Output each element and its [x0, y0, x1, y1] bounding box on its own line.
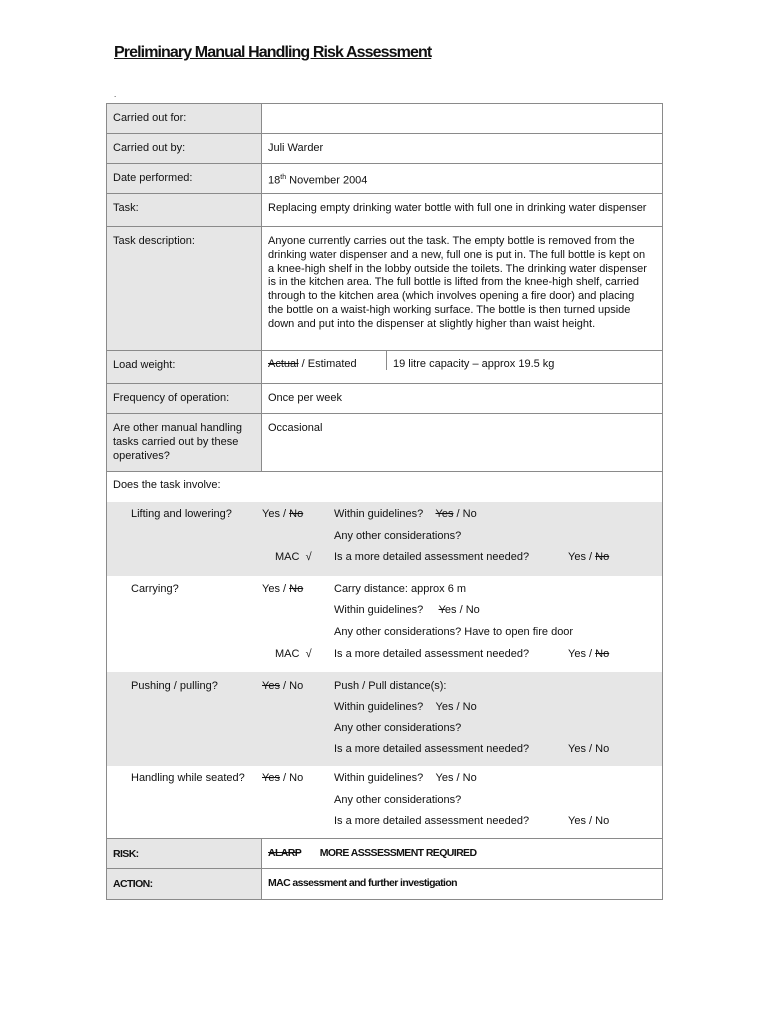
value-action: MAC assessment and further investigation [262, 869, 663, 900]
date-suffix: th [280, 174, 287, 181]
value-carried-by: Juli Warder [262, 134, 663, 164]
carrying-within [334, 604, 480, 616]
label-other-tasks: Are other manual handling tasks carried out by these operatives? [107, 414, 262, 472]
seated-detailed: Is a more detailed assessment needed? [334, 815, 530, 827]
pushing-other: Any other considerations? [334, 722, 462, 734]
pushing-within-slash: / [453, 701, 463, 713]
pushing-within [334, 701, 477, 713]
stray-mark: . [114, 90, 117, 99]
lifting-detailed-yes: Yes [568, 551, 586, 563]
carrying-label: Carrying? [131, 583, 179, 595]
lifting-other: Any other considerations? [334, 530, 462, 542]
row-date [107, 164, 663, 194]
pushing-within-no: No [462, 701, 477, 713]
seated-yes-no [262, 772, 303, 784]
estimated-label: / Estimated [298, 358, 357, 370]
lifting-within [334, 508, 477, 520]
lifting-mac [275, 551, 312, 563]
seated-detailed-yes: Yes [568, 815, 586, 827]
lifting-within-slash: / [453, 508, 463, 520]
label-carried-for: Carried out for: [107, 104, 262, 134]
seated-detailed-answer [568, 815, 609, 827]
carrying-within-es: es [444, 604, 457, 616]
lifting-label: Lifting and lowering? [131, 508, 232, 520]
seated-within-slash: / [453, 772, 463, 784]
pushing-detailed-slash: / [585, 743, 596, 755]
load-weight-type [262, 351, 387, 370]
carrying-mac [275, 648, 312, 660]
load-weight-value: 19 litre capacity – approx 19.5 kg [393, 358, 555, 370]
pushing-detailed: Is a more detailed assessment needed? [334, 743, 530, 755]
lifting-detailed-no-struck: No [595, 551, 610, 563]
lifting-slash: / [279, 508, 290, 520]
risk-alarp-struck: ALARP [268, 847, 302, 859]
row-carried-for [107, 104, 663, 134]
pushing-slash: / [279, 680, 290, 692]
date-rest: November 2004 [286, 174, 368, 187]
carrying-within-slash: / [456, 604, 466, 616]
label-frequency: Frequency of operation: [107, 384, 262, 414]
lifting-block [107, 502, 662, 576]
row-load-weight [107, 351, 663, 384]
carrying-mac-label: MAC [275, 648, 300, 660]
lifting-no-struck: No [289, 508, 304, 520]
row-frequency [107, 384, 663, 414]
involve-heading: Does the task involve: [113, 479, 221, 491]
value-task: Replacing empty drinking water bottle with full one in drinking water dispenser [262, 194, 663, 227]
value-date [262, 164, 663, 194]
carrying-no-struck: No [289, 583, 304, 595]
row-other-tasks [107, 414, 663, 472]
pushing-yes-struck: Yes [262, 680, 280, 692]
value-frequency: Once per week [262, 384, 663, 414]
lifting-tick-icon: √ [305, 551, 312, 563]
row-task-description [107, 227, 663, 351]
seated-yes-struck: Yes [262, 772, 280, 784]
assessment-table [106, 103, 663, 900]
actual-struck: Actual [268, 358, 299, 370]
carrying-other: Any other considerations? Have to open fire door [334, 626, 574, 638]
label-task-description: Task description: [107, 227, 262, 351]
pushing-detailed-no: No [595, 743, 610, 755]
value-carried-for [262, 104, 663, 134]
carry-distance: Carry distance: approx 6 m [334, 583, 467, 595]
lifting-within-label: Within guidelines? [334, 508, 424, 520]
seated-detailed-slash: / [585, 815, 596, 827]
value-load-weight [262, 351, 663, 384]
lifting-detailed: Is a more detailed assessment needed? [334, 551, 530, 563]
seated-within-yes: Yes [435, 772, 454, 784]
lifting-mac-label: MAC [275, 551, 300, 563]
value-risk [262, 839, 663, 869]
row-carried-by [107, 134, 663, 164]
label-task: Task: [107, 194, 262, 227]
pushing-within-yes: Yes [435, 701, 454, 713]
value-task-description: Anyone currently carries out the task. The empty bottle is removed from the drinking water dispenser and a new, full one is put in. The full bottle is kept on a knee-high shelf in the lobby outside the toilets. The drinking water dispenser is in the kitchen area. The full bottle is lifted from the knee-high shelf, carried through to the kitchen area (which involves opening a fire door) and placing the bottle on a waist-high working surface. The bottle is then turned upside down and put into the dispenser at slightly higher than waist height. [262, 227, 663, 351]
carrying-detailed-no-struck: No [595, 648, 610, 660]
carrying-detailed-answer [568, 648, 609, 660]
seated-detailed-no: No [595, 815, 610, 827]
seated-within [334, 772, 477, 784]
carrying-slash: / [279, 583, 290, 595]
carrying-detailed-slash: / [585, 648, 596, 660]
row-task [107, 194, 663, 227]
label-risk: RISK: [107, 839, 262, 869]
lifting-within-yes-struck: Yes [435, 508, 454, 520]
seated-within-label: Within guidelines? [334, 772, 424, 784]
row-action [107, 869, 663, 900]
carrying-tick-icon: √ [305, 648, 312, 660]
carrying-detailed: Is a more detailed assessment needed? [334, 648, 530, 660]
carrying-within-label: Within guidelines? [334, 604, 424, 616]
pushing-detailed-yes: Yes [568, 743, 586, 755]
lifting-yes-no [262, 508, 303, 520]
page-title: Preliminary Manual Handling Risk Assessment [114, 44, 432, 61]
involve-section [107, 472, 663, 839]
seated-label: Handling while seated? [131, 772, 245, 784]
lifting-yes: Yes [262, 508, 280, 520]
carrying-yes: Yes [262, 583, 280, 595]
carrying-within-y-struck: Y [438, 604, 445, 616]
carrying-block [107, 576, 662, 672]
pushing-label: Pushing / pulling? [131, 680, 218, 692]
lifting-within-no: No [462, 508, 477, 520]
carrying-within-no: No [465, 604, 480, 616]
seated-slash: / [279, 772, 290, 784]
value-other-tasks: Occasional [262, 414, 663, 472]
row-involve [107, 472, 663, 839]
carrying-detailed-yes: Yes [568, 648, 586, 660]
date-day: 18 [268, 174, 281, 187]
pushing-no: No [289, 680, 304, 692]
seated-block [107, 766, 662, 838]
pushing-detailed-answer [568, 743, 609, 755]
label-load-weight: Load weight: [107, 351, 262, 384]
label-carried-by: Carried out by: [107, 134, 262, 164]
seated-within-no: No [462, 772, 477, 784]
pushing-yes-no [262, 680, 303, 692]
risk-more-assessment: MORE ASSSESSMENT REQUIRED [319, 847, 477, 859]
seated-no: No [289, 772, 304, 784]
lifting-detailed-answer [568, 551, 609, 563]
pushing-within-label: Within guidelines? [334, 701, 424, 713]
lifting-detailed-slash: / [585, 551, 596, 563]
pushing-block [107, 672, 662, 766]
label-date: Date performed: [107, 164, 262, 194]
label-action: ACTION: [107, 869, 262, 900]
row-risk [107, 839, 663, 869]
carrying-yes-no [262, 583, 303, 595]
seated-other: Any other considerations? [334, 794, 462, 806]
push-distance: Push / Pull distance(s): [334, 680, 447, 692]
